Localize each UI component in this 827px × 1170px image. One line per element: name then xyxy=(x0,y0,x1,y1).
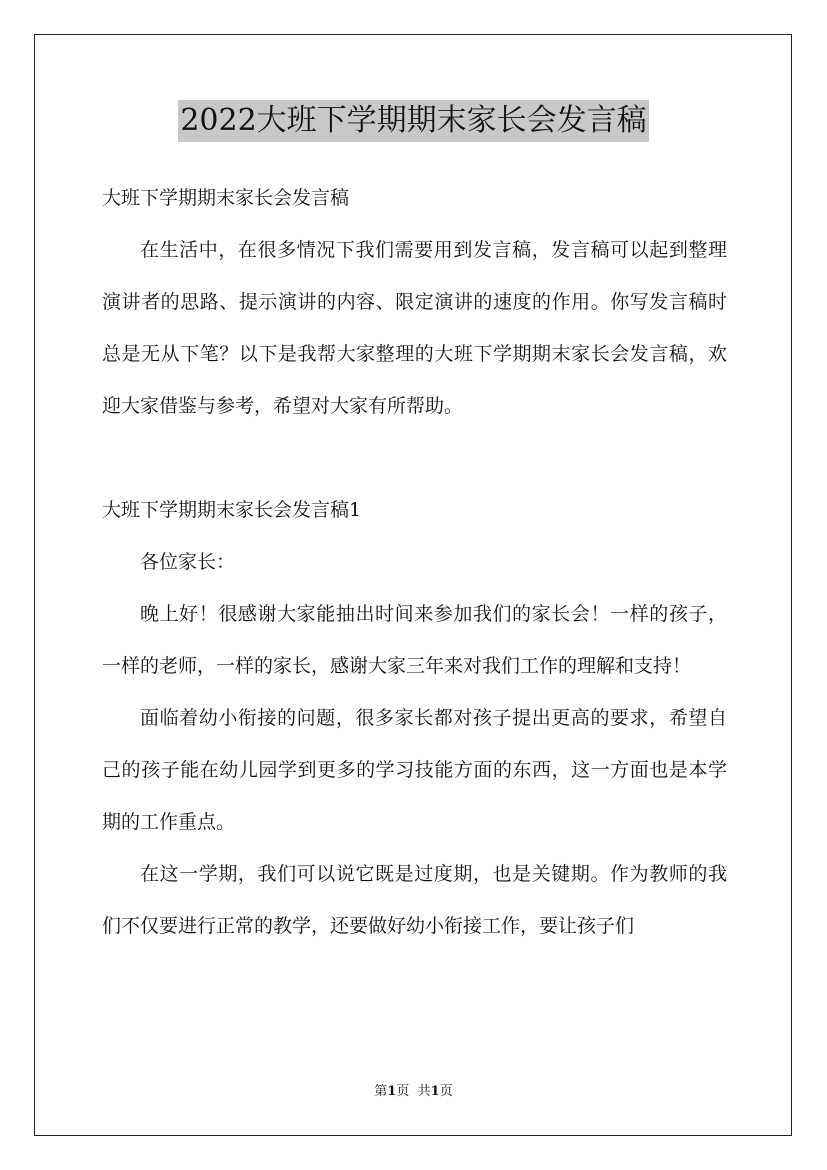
section-heading-1: 大班下学期期末家长会发言稿1 xyxy=(102,499,362,521)
greeting-paragraph: 各位家长： xyxy=(140,551,236,573)
intro-paragraph: 在生活中，在很多情况下我们需要用到发言稿，发言稿可以起到整理演讲者的思路、提示演讲的内容、限定演讲的速度的作用。你写发言稿时总是无从下笔？以下是我帮大家整理的大班下学期期末家长会发言稿，欢迎大家借鉴与参考，希望对大家有所帮助。 xyxy=(102,239,727,417)
body-paragraph-2: 面临着幼小衔接的问题，很多家长都对孩子提出更高的要求，希望自己的孩子能在幼儿园学到更多的学习技能方面的东西，这一方面也是本学期的工作重点。 xyxy=(102,707,727,833)
page-footer xyxy=(0,1083,827,1101)
document-body xyxy=(102,172,727,952)
total-page-number: 1 xyxy=(430,1084,440,1099)
body-paragraph-3: 在这一学期，我们可以说它既是过度期，也是关键期。作为教师的我们不仅要进行正常的教学，还要做好幼小衔接工作，要让孩子们 xyxy=(102,863,727,937)
footer-total-suffix: 页 xyxy=(439,1084,453,1099)
footer-page-suffix: 页 xyxy=(396,1084,410,1099)
document-title: 2022大班下学期期末家长会发言稿 xyxy=(178,100,648,142)
current-page-number: 1 xyxy=(387,1084,397,1099)
footer-prefix: 第 xyxy=(374,1084,388,1099)
body-paragraph-1: 晚上好！很感谢大家能抽出时间来参加我们的家长会！一样的孩子，一样的老师，一样的家长，感谢大家三年来对我们工作的理解和支持！ xyxy=(102,603,727,677)
footer-total-prefix: 共 xyxy=(417,1084,431,1099)
section-heading: 大班下学期期末家长会发言稿 xyxy=(102,187,350,209)
paragraph-gap xyxy=(102,432,727,484)
title-container xyxy=(0,100,827,142)
